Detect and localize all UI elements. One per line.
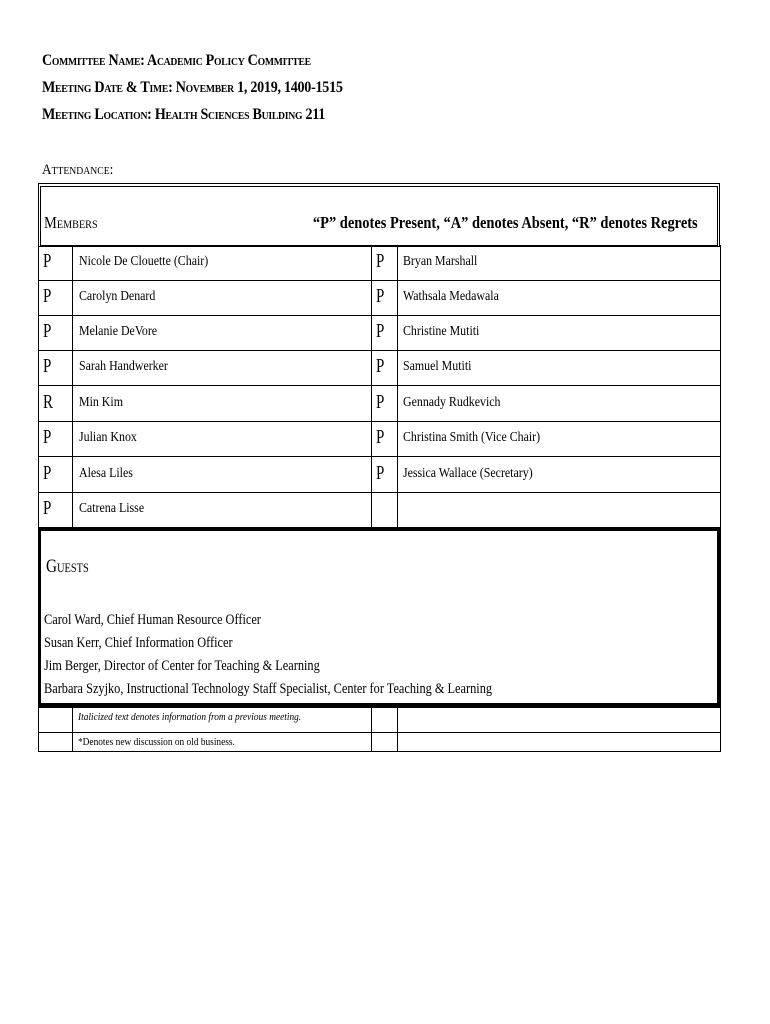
attendance-mark: P (376, 462, 385, 484)
attendance-mark: P (376, 391, 385, 413)
attendance-legend: “P” denotes Present, “A” denotes Absent, “R” denotes Regrets (313, 213, 698, 232)
member-name: Nicole De Clouette (Chair) (79, 254, 209, 269)
member-name: Gennady Rudkevich (403, 395, 501, 410)
attendance-mark: P (376, 426, 385, 448)
table-gridline (38, 315, 720, 316)
table-gridline (38, 280, 720, 281)
table-gridline (397, 245, 398, 528)
guest-item: Carol Ward, Chief Human Resource Officer (44, 612, 261, 628)
attendance-mark: R (43, 391, 54, 413)
meeting-location: Meeting Location: Health Sciences Building 211 (42, 106, 326, 123)
table-gridline (38, 245, 39, 528)
attendance-mark: P (43, 355, 52, 377)
member-name: Carolyn Denard (79, 289, 156, 304)
attendance-mark: P (376, 285, 385, 307)
attendance-mark: P (43, 285, 52, 307)
attendance-mark: P (43, 426, 52, 448)
attendance-mark: P (376, 355, 385, 377)
meeting-datetime: Meeting Date & Time: November 1, 2019, 1400-1515 (42, 79, 343, 96)
member-name: Min Kim (79, 395, 123, 410)
attendance-mark: P (376, 250, 385, 272)
guests-label: Guests (46, 556, 89, 577)
member-name: Samuel Mutiti (403, 359, 472, 374)
members-label: Members (44, 213, 98, 232)
table-gridline (38, 456, 720, 457)
attendance-label: Attendance: (42, 162, 114, 178)
member-name: Bryan Marshall (403, 254, 478, 269)
member-name: Melanie DeVore (79, 324, 158, 339)
table-gridline (38, 385, 720, 386)
member-name: Wathsala Medawala (403, 289, 499, 304)
note-asterisk: *Denotes new discussion on old business. (78, 736, 235, 748)
guest-item: Jim Berger, Director of Center for Teaching & Learning (44, 658, 320, 674)
member-name: Catrena Lisse (79, 501, 145, 516)
guest-item: Susan Kerr, Chief Information Officer (44, 635, 233, 651)
member-name: Julian Knox (79, 430, 137, 445)
table-gridline (72, 245, 73, 528)
committee-name: Committee Name: Academic Policy Committee (42, 52, 311, 69)
table-gridline (38, 350, 720, 351)
attendance-mark: P (43, 320, 52, 342)
member-name: Jessica Wallace (Secretary) (403, 466, 533, 481)
member-name: Sarah Handwerker (79, 359, 168, 374)
member-name: Christina Smith (Vice Chair) (403, 430, 541, 445)
note-italic: Italicized text denotes information from a previous meeting. (78, 711, 302, 723)
guest-item: Barbara Szyjko, Instructional Technology Staff Specialist, Center for Teaching & Learning (44, 681, 493, 697)
attendance-mark: P (43, 250, 52, 272)
table-gridline (371, 245, 372, 528)
member-name: Alesa Liles (79, 466, 133, 481)
table-gridline (720, 245, 721, 528)
table-gridline (38, 421, 720, 422)
attendance-mark: P (376, 320, 385, 342)
table-gridline (38, 492, 720, 493)
attendance-mark: P (43, 497, 52, 519)
member-name: Christine Mutiti (403, 324, 480, 339)
attendance-mark: P (43, 462, 52, 484)
